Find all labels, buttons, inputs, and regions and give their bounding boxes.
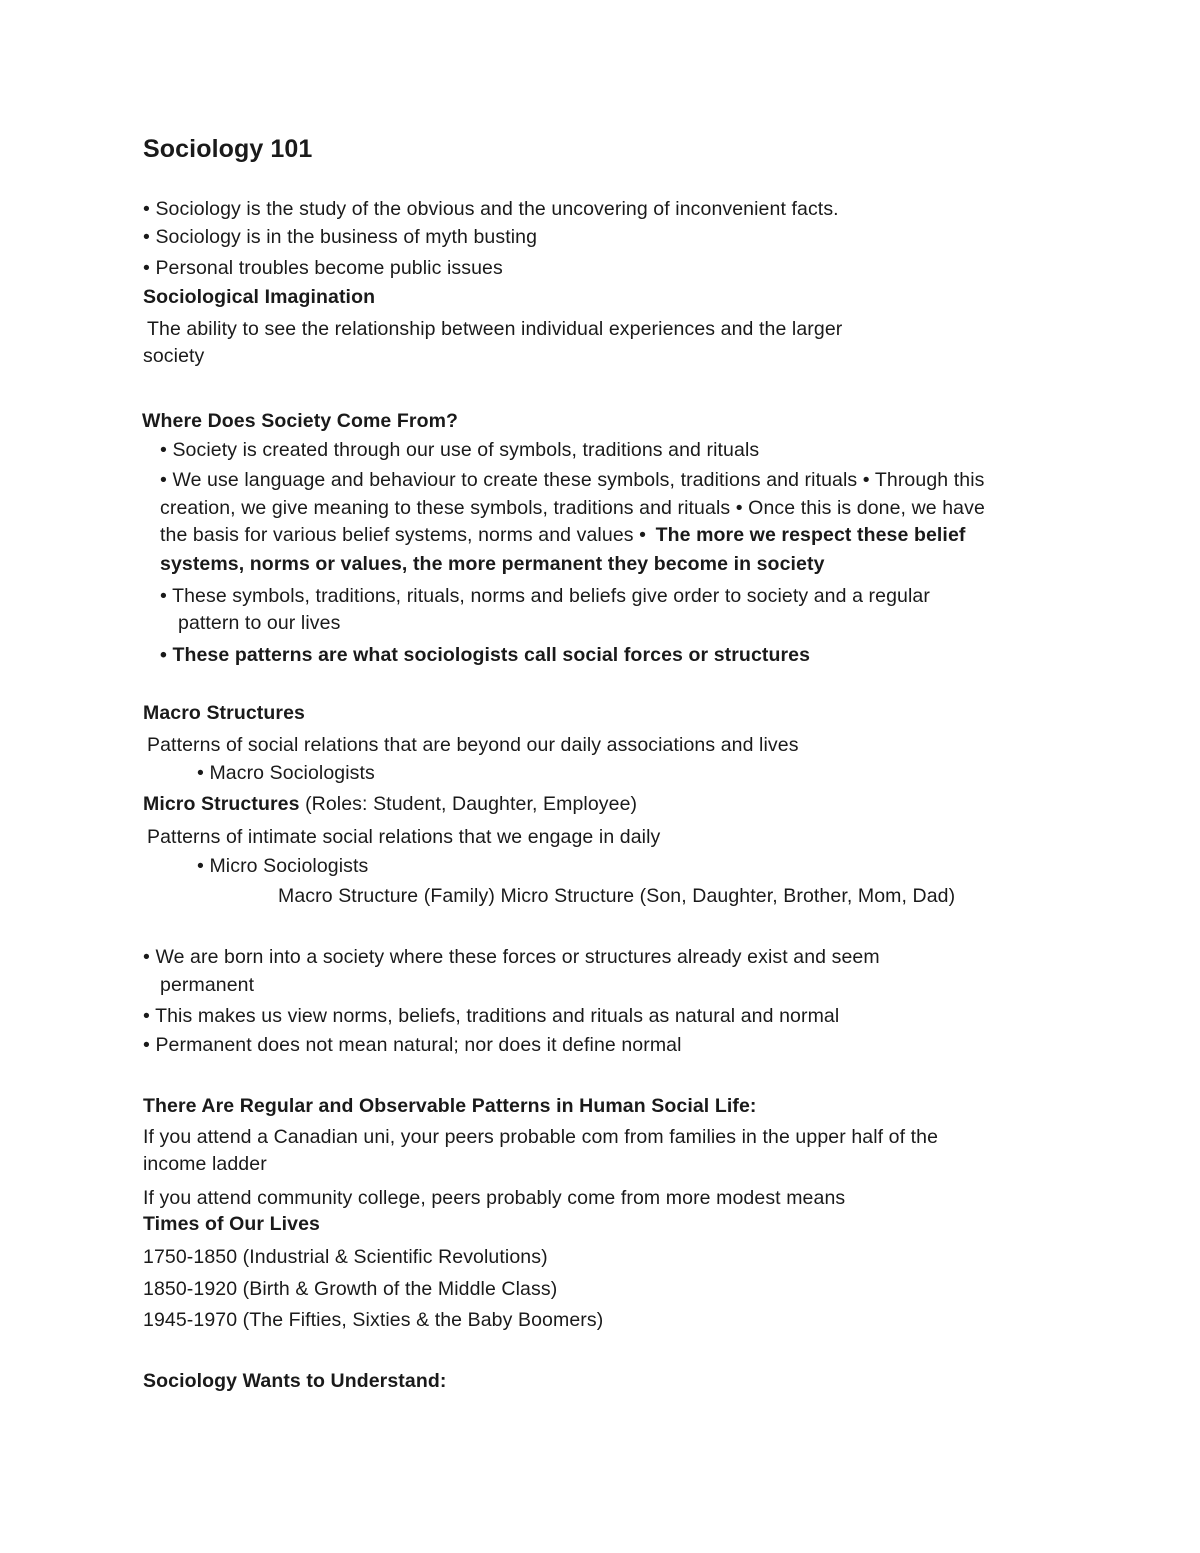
patterns-line-1-cont: income ladder xyxy=(143,1153,267,1175)
where-society-line-3: creation, we give meaning to these symbols, traditions and rituals • Once this is done, we have xyxy=(160,497,985,519)
order-line-2: pattern to our lives xyxy=(178,612,341,634)
page-title: Sociology 101 xyxy=(143,135,313,163)
bold-belief-text-cont: systems, norms or values, the more permanent they become in society xyxy=(160,553,825,575)
where-society-line-2: • We use language and behaviour to create these symbols, traditions and rituals • Through this xyxy=(160,469,985,491)
times-heading: Times of Our Lives xyxy=(143,1213,320,1235)
sociological-imagination-heading: Sociological Imagination xyxy=(143,286,376,308)
understand-heading: Sociology Wants to Understand: xyxy=(143,1370,447,1392)
intro-bullet-3: • Personal troubles become public issues xyxy=(143,257,503,279)
micro-sociologists-bullet: • Micro Sociologists xyxy=(197,855,369,877)
patterns-line-2: If you attend community college, peers probably come from more modest means xyxy=(143,1187,846,1209)
where-society-line-4-text: the basis for various belief systems, norms and values • xyxy=(160,524,647,546)
intro-bullet-1: • Sociology is the study of the obvious and the uncovering of inconvenient facts. xyxy=(143,198,839,220)
born-bullet-1: • We are born into a society where these forces or structures already exist and seem xyxy=(143,946,880,968)
macro-sociologists-bullet: • Macro Sociologists xyxy=(197,762,375,784)
where-society-line-1: • Society is created through our use of symbols, traditions and rituals xyxy=(160,439,760,461)
born-bullet-1-cont: permanent xyxy=(160,974,255,996)
intro-bullet-2: • Sociology is in the business of myth busting xyxy=(143,226,538,248)
family-structure-example: Macro Structure (Family) Micro Structure (Son, Daughter, Brother, Mom, Dad) xyxy=(278,885,956,907)
micro-structures-definition: Patterns of intimate social relations that we engage in daily xyxy=(147,826,661,848)
micro-structures-heading: Micro Structures xyxy=(143,793,300,815)
patterns-line-1: If you attend a Canadian uni, your peers probable com from families in the upper half of the xyxy=(143,1126,939,1148)
sociological-imagination-definition: The ability to see the relationship between individual experiences and the larger xyxy=(147,318,843,340)
times-item-3: 1945-1970 (The Fifties, Sixties & the Baby Boomers) xyxy=(143,1309,604,1331)
born-bullet-2: • This makes us view norms, beliefs, traditions and rituals as natural and normal xyxy=(143,1005,840,1027)
times-item-1: 1750-1850 (Industrial & Scientific Revolutions) xyxy=(143,1246,548,1268)
order-line-1: • These symbols, traditions, rituals, norms and beliefs give order to society and a regular xyxy=(160,585,930,607)
social-forces-bullet: • These patterns are what sociologists call social forces or structures xyxy=(160,644,811,666)
micro-structures-roles: (Roles: Student, Daughter, Employee) xyxy=(299,793,638,815)
sociological-imagination-definition-cont: society xyxy=(143,345,205,367)
micro-structures-line xyxy=(143,792,637,816)
times-item-2: 1850-1920 (Birth & Growth of the Middle Class) xyxy=(143,1278,558,1300)
where-society-heading: Where Does Society Come From? xyxy=(142,410,459,432)
bold-belief-text: The more we respect these belief xyxy=(655,524,966,546)
where-society-line-4 xyxy=(160,523,966,547)
patterns-heading: There Are Regular and Observable Patterns in Human Social Life: xyxy=(143,1095,757,1117)
macro-structures-heading: Macro Structures xyxy=(143,702,305,724)
macro-structures-definition: Patterns of social relations that are beyond our daily associations and lives xyxy=(147,734,799,756)
born-bullet-3: • Permanent does not mean natural; nor does it define normal xyxy=(143,1034,682,1056)
